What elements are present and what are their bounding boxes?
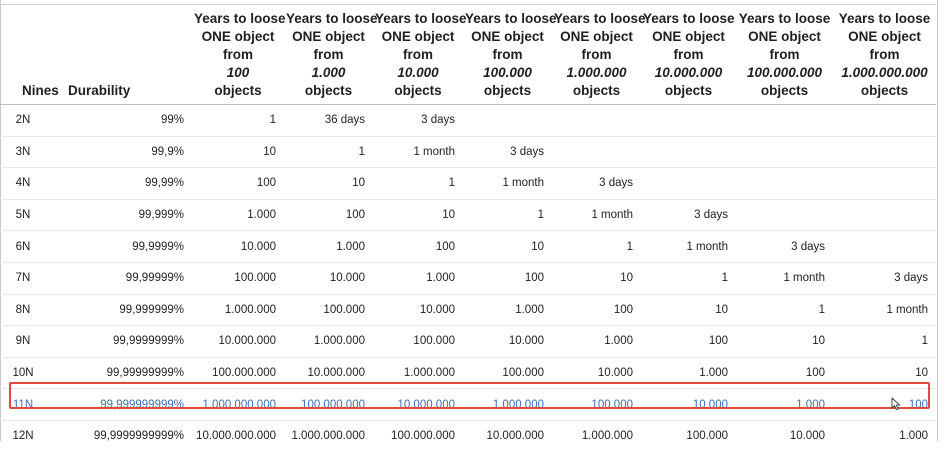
cell-years[interactable]: 1.000.000 (581, 430, 633, 443)
table-row[interactable] (0, 420, 936, 451)
cell-years[interactable]: 100.000.000 (192, 357, 284, 389)
cell-durability[interactable]: 99,99999999% (64, 357, 192, 389)
cell-years[interactable]: 10.000.000 (486, 430, 544, 443)
cell-years[interactable]: 1.000 (736, 389, 833, 421)
cell-years[interactable]: 1 (284, 136, 373, 168)
mouse-pointer-icon (891, 397, 901, 411)
cell-years[interactable]: 3 days (552, 168, 641, 200)
cell-years[interactable]: 100.000 (284, 294, 373, 326)
cell-years[interactable]: 1 (192, 105, 284, 137)
cell-years[interactable]: 3 days (373, 105, 463, 137)
cell-years[interactable] (736, 136, 833, 168)
cell-years[interactable]: 100 (552, 294, 641, 326)
cell-years[interactable]: 1.000 (284, 231, 373, 263)
cell-years[interactable]: 1.000.000 (192, 294, 284, 326)
cell-durability[interactable]: 99,9999999999% (93, 430, 184, 443)
cell-years[interactable]: 1 month (641, 231, 736, 263)
cell-years[interactable]: 10.000 (789, 430, 825, 443)
cell-years[interactable]: 10.000 (373, 294, 463, 326)
cell-years[interactable] (463, 105, 552, 137)
cell-durability[interactable]: 99,9999% (64, 231, 192, 263)
cell-years[interactable]: 100.000 (463, 357, 552, 389)
cell-years[interactable] (641, 105, 736, 137)
table-row[interactable] (0, 262, 936, 294)
cell-nines[interactable]: 6N (0, 231, 64, 263)
cell-years[interactable]: 100.000 (373, 326, 463, 358)
table-row[interactable] (0, 231, 936, 263)
cell-years[interactable]: 10 (463, 231, 552, 263)
cell-years[interactable]: 100 (736, 357, 833, 389)
cell-years[interactable]: 10 (552, 262, 641, 294)
cell-years[interactable]: 100.000.000 (284, 389, 373, 421)
cell-years[interactable]: 10.000 (284, 262, 373, 294)
cell-years[interactable]: 1.000 (463, 294, 552, 326)
table-row[interactable] (0, 105, 936, 137)
cell-years[interactable]: 100 (373, 231, 463, 263)
cell-years[interactable]: 1 month (833, 294, 936, 326)
cell-years[interactable]: 100.000 (192, 262, 284, 294)
cell-years[interactable] (641, 168, 736, 200)
cell-years[interactable]: 1.000 (552, 326, 641, 358)
cell-years[interactable] (641, 136, 736, 168)
cell-years[interactable]: 3 days (833, 262, 936, 294)
cell-years[interactable]: 10.000.000 (284, 357, 373, 389)
header-years-10000[interactable]: Years to loose ONE object from 10.000 objects (373, 4, 463, 105)
table-row[interactable] (0, 199, 936, 231)
cell-years[interactable]: 100.000.000 (391, 430, 455, 443)
cell-years[interactable]: 1 month (736, 262, 833, 294)
header-years-1000000000[interactable]: Years to loose ONE object from 1.000.000.000 objects (833, 4, 936, 105)
table-row[interactable] (0, 168, 936, 200)
cell-durability[interactable]: 99,99999% (64, 262, 192, 294)
cell-nines[interactable]: 5N (0, 199, 64, 231)
cell-years[interactable]: 1 (736, 294, 833, 326)
cell-years[interactable] (736, 199, 833, 231)
cell-years[interactable]: 100 (192, 168, 284, 200)
cell-years[interactable]: 1 (833, 326, 936, 358)
cell-years[interactable]: 1 month (552, 199, 641, 231)
cell-years[interactable]: 3 days (463, 136, 552, 168)
cell-years[interactable]: 1.000 (899, 430, 928, 443)
cell-years[interactable]: 1 (552, 231, 641, 263)
cell-nines[interactable]: 8N (0, 294, 64, 326)
cell-years[interactable]: 10.000 (552, 357, 641, 389)
cell-durability[interactable]: 99,99% (64, 168, 192, 200)
cell-years[interactable]: 10.000.000 (373, 389, 463, 421)
cell-years[interactable]: 10 (373, 199, 463, 231)
cell-years[interactable]: 1 (373, 168, 463, 200)
cell-years[interactable]: 1.000.000 (284, 326, 373, 358)
cell-years[interactable]: 3 days (641, 199, 736, 231)
cell-years[interactable]: 100.000 (686, 430, 728, 443)
cell-years[interactable]: 100 (463, 262, 552, 294)
cell-years[interactable] (833, 168, 936, 200)
cell-years[interactable] (833, 231, 936, 263)
header-years-100000[interactable]: Years to loose ONE object from 100.000 objects (463, 4, 552, 105)
header-years-10000000[interactable]: Years to loose ONE object from 10.000.000 objects (641, 4, 736, 105)
cell-nines[interactable]: 7N (0, 262, 64, 294)
cell-years[interactable]: 10.000.000.000 (196, 430, 276, 443)
cell-years[interactable] (736, 105, 833, 137)
cell-nines[interactable]: 2N (0, 105, 64, 137)
cell-years[interactable]: 3 days (736, 231, 833, 263)
cell-durability[interactable]: 99,999999% (64, 294, 192, 326)
cell-years[interactable]: 10.000 (192, 231, 284, 263)
cell-nines[interactable]: 12N (12, 430, 34, 443)
cell-years[interactable]: 1.000.000 (373, 357, 463, 389)
cell-years[interactable]: 10 (641, 294, 736, 326)
cell-years[interactable] (552, 105, 641, 137)
cell-years[interactable]: 1 (463, 199, 552, 231)
cell-years[interactable]: 1.000.000 (463, 389, 552, 421)
cell-years[interactable] (833, 105, 936, 137)
cell-years[interactable]: 10.000 (463, 326, 552, 358)
header-durability[interactable]: Durability (64, 4, 192, 105)
cell-nines[interactable]: 11N (0, 389, 64, 421)
cell-durability[interactable]: 99,9% (64, 136, 192, 168)
highlight-box-11n (9, 382, 930, 409)
cell-years[interactable]: 10 (736, 326, 833, 358)
cell-years[interactable] (736, 168, 833, 200)
cell-years[interactable]: 100 (284, 199, 373, 231)
table-row[interactable] (0, 294, 936, 326)
cell-durability[interactable]: 99,999999999% (64, 389, 192, 421)
cell-years[interactable]: 1.000 (373, 262, 463, 294)
cell-years[interactable]: 10 (284, 168, 373, 200)
cell-years[interactable]: 1.000.000.000 (291, 430, 365, 443)
cell-years[interactable]: 100.000 (552, 389, 641, 421)
cell-years[interactable] (833, 136, 936, 168)
table-row[interactable] (0, 136, 936, 168)
cell-years[interactable]: 10.000 (641, 389, 736, 421)
cell-years[interactable]: 10 (192, 136, 284, 168)
cell-years[interactable]: 1 month (373, 136, 463, 168)
cell-durability[interactable]: 99% (64, 105, 192, 137)
cell-nines[interactable]: 3N (0, 136, 64, 168)
cell-years[interactable]: 1.000 (192, 199, 284, 231)
cell-years[interactable]: 36 days (284, 105, 373, 137)
cell-nines[interactable]: 4N (0, 168, 64, 200)
cell-years[interactable]: 1.000.000.000 (192, 389, 284, 421)
cell-years[interactable]: 1 month (463, 168, 552, 200)
cell-years[interactable]: 100 (833, 389, 936, 421)
header-years-1000[interactable]: Years to loose ONE object from 1.000 objects (284, 4, 373, 105)
cell-nines[interactable]: 9N (0, 326, 64, 358)
header-row (0, 4, 936, 105)
cell-years[interactable]: 1 (641, 262, 736, 294)
cell-years[interactable]: 10 (833, 357, 936, 389)
cell-years[interactable]: 10.000.000 (192, 326, 284, 358)
cell-years[interactable]: 1.000 (641, 357, 736, 389)
header-years-1000000[interactable]: Years to loose ONE object from 1.000.000 objects (552, 4, 641, 105)
cell-durability[interactable]: 99,999% (64, 199, 192, 231)
cell-years[interactable] (833, 199, 936, 231)
cell-durability[interactable]: 99,9999999% (64, 326, 192, 358)
cell-years[interactable]: 100 (641, 326, 736, 358)
header-nines[interactable]: Nines (0, 4, 64, 105)
cell-years[interactable] (552, 136, 641, 168)
cell-nines[interactable]: 10N (0, 357, 64, 389)
header-years-100[interactable]: Years to loose ONE object from 100 objects (192, 4, 284, 105)
table-row[interactable] (0, 326, 936, 358)
header-years-100000000[interactable]: Years to loose ONE object from 100.000.000 objects (736, 4, 833, 105)
